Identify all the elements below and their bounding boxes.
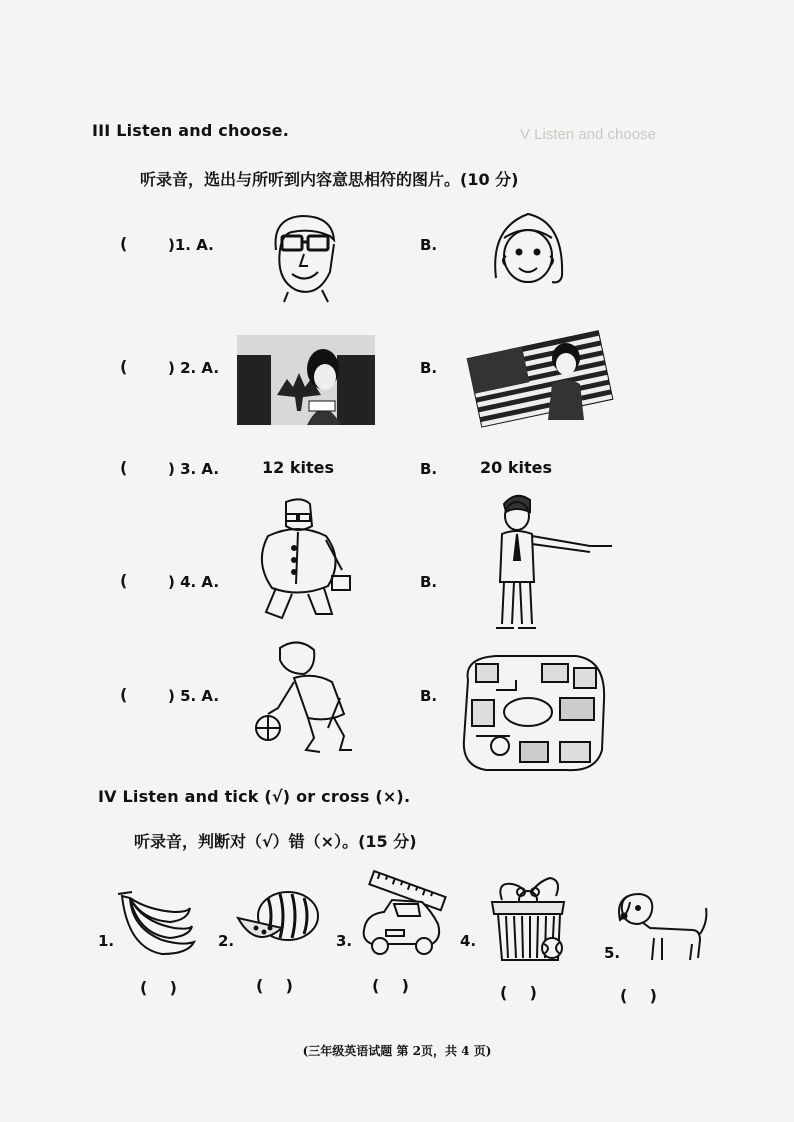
answer-paren-open[interactable]: ( xyxy=(120,685,128,704)
question-2-number: ) 2. A. xyxy=(168,359,220,377)
toy-car-ruler-icon xyxy=(356,874,448,962)
question-2-option-b: B. xyxy=(420,359,438,377)
section-4-title: IV Listen and tick (√) or cross (×). xyxy=(98,787,411,806)
item-5-number: 5. xyxy=(604,944,621,962)
question-3-number: ) 3. A. xyxy=(168,460,220,478)
bleed-through-text: V Listen and choose xyxy=(520,126,656,143)
answer-paren-4[interactable]: ( ) xyxy=(500,983,537,1002)
woman-face-image[interactable] xyxy=(486,208,570,292)
answer-paren-5[interactable]: ( ) xyxy=(620,986,657,1005)
watermelon-icon xyxy=(234,888,322,950)
question-5-number: ) 5. A. xyxy=(168,687,220,705)
question-3-option-a-text[interactable]: 12 kites xyxy=(262,458,334,477)
fat-man-with-bag-image[interactable] xyxy=(246,496,356,626)
answer-paren-1[interactable]: ( ) xyxy=(140,978,177,997)
answer-paren-open[interactable]: ( xyxy=(120,458,128,477)
question-4-option-b: B. xyxy=(420,573,438,591)
item-4-number: 4. xyxy=(460,932,477,950)
answer-paren-3[interactable]: ( ) xyxy=(372,976,409,995)
question-3-option-b-text[interactable]: 20 kites xyxy=(480,458,552,477)
section-3-instruction: 听录音，选出与所听到内容意思相符的图片。(10 分) xyxy=(140,170,519,189)
answer-paren-open[interactable]: ( xyxy=(120,357,128,376)
question-1-option-b: B. xyxy=(420,236,438,254)
item-3-number: 3. xyxy=(336,932,353,950)
girl-with-usa-flag-image[interactable] xyxy=(468,328,610,420)
item-1-number: 1. xyxy=(98,932,115,950)
zoo-map-image[interactable] xyxy=(456,650,610,776)
answer-paren-open[interactable]: ( xyxy=(120,571,128,590)
man-with-glasses-face-image[interactable] xyxy=(262,210,342,302)
question-5-option-b: B. xyxy=(420,687,438,705)
section-4-instruction: 听录音，判断对（√）错（×）。(15 分) xyxy=(134,832,417,851)
girl-with-canada-flag-image[interactable] xyxy=(237,335,375,425)
question-4-number: ) 4. A. xyxy=(168,573,220,591)
dog-icon xyxy=(614,888,712,966)
page-footer: (三年级英语试题 第 2页，共 4 页) xyxy=(302,1044,492,1058)
section-3-title: III Listen and choose. xyxy=(92,121,290,140)
item-2-number: 2. xyxy=(218,932,235,950)
thin-man-pointing-image[interactable] xyxy=(494,490,620,632)
answer-paren-open[interactable]: ( xyxy=(120,234,128,253)
question-1-number: )1. A. xyxy=(168,236,214,254)
answer-paren-2[interactable]: ( ) xyxy=(256,976,293,995)
bananas-icon xyxy=(112,888,198,964)
boy-playing-basketball-image[interactable] xyxy=(254,638,354,760)
gift-box-teddy-icon xyxy=(482,868,576,968)
question-3-option-b: B. xyxy=(420,460,438,478)
